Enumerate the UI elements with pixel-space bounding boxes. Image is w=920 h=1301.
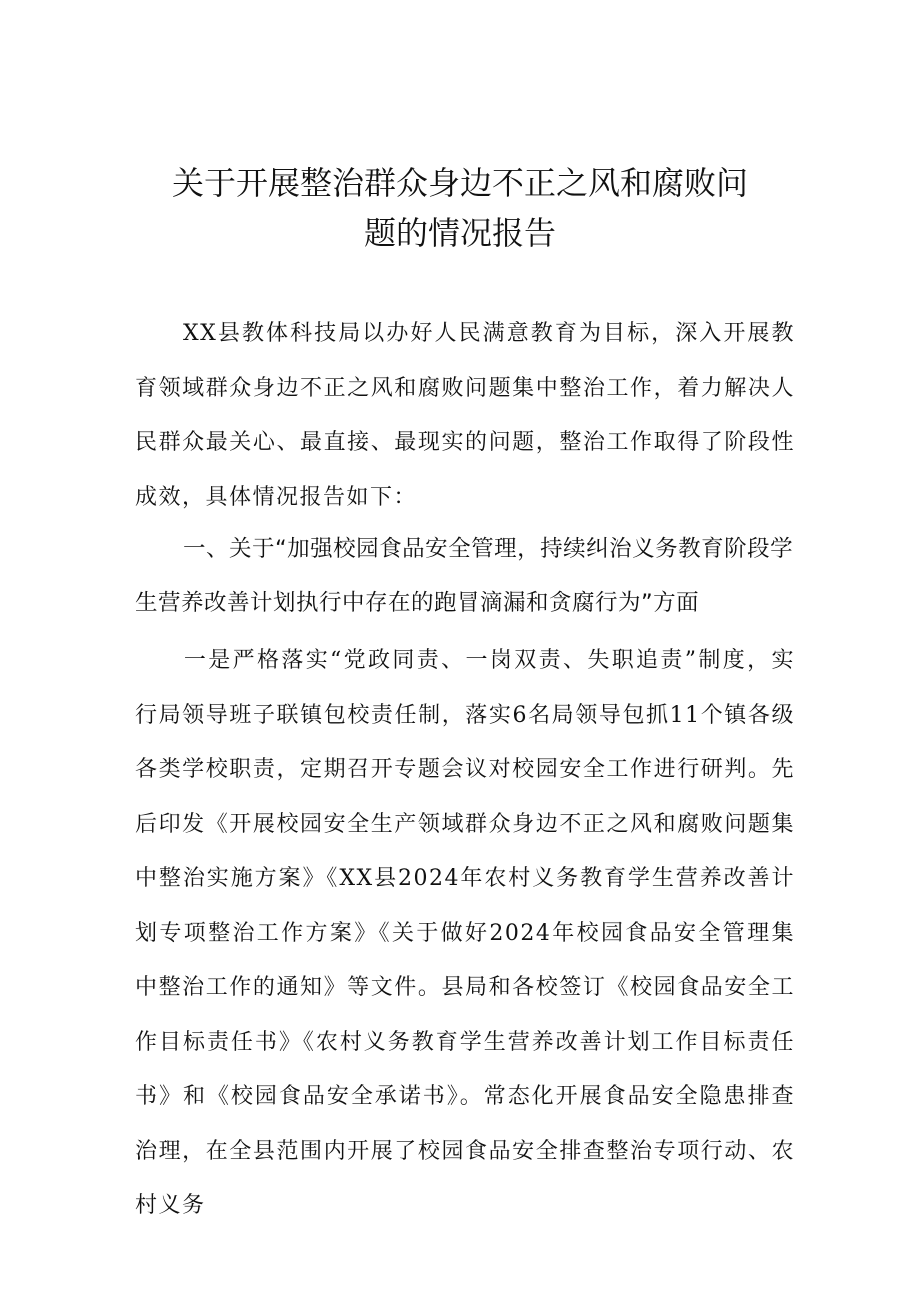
section-1-paragraph — [135, 634, 795, 1234]
document-title — [120, 158, 800, 258]
section-1-heading — [135, 522, 795, 630]
intro-paragraph — [135, 307, 795, 525]
section-1-paragraph-text: 一是严格落实“党政同责、一岗双责、失职追责”制度，实行局领导班子联镇包校责任制，落实6名局领导包抓11个镇各级各类学校职责，定期召开专题会议对校园安全工作进行研判。先后印发《开展校园安全生产领域群众身边不正之风和腐败问题集中整治实施方案》《XX县2024年农村义务教育学生营养改善计划专项整治工作方案》《关于做好2024年校园食品安全管理集中整治工作的通知》等文件。县局和各校签订《校园食品安全工作目标责任书》《农村义务教育学生营养改善计划工作目标责任书》和《校园食品安全承诺书》。常态化开展食品安全隐患排查治理，在全县范围内开展了校园食品安全排查整治专项行动、农村义务 — [135, 648, 795, 1218]
section-1-heading-text: 一、关于“加强校园食品安全管理，持续纠治义务教育阶段学生营养改善计划执行中存在的跑冒滴漏和贪腐行为”方面 — [135, 536, 794, 616]
title-line-1: 关于开展整治群众身边不正之风和腐败问 — [171, 164, 748, 202]
intro-paragraph-text: XX县教体科技局以办好人民满意教育为目标，深入开展教育领域群众身边不正之风和腐败问题集中整治工作，着力解决人民群众最关心、最直接、最现实的问题，整治工作取得了阶段性成效，具体情况报告如下： — [135, 321, 795, 510]
title-line-2: 题的情况报告 — [363, 214, 556, 252]
